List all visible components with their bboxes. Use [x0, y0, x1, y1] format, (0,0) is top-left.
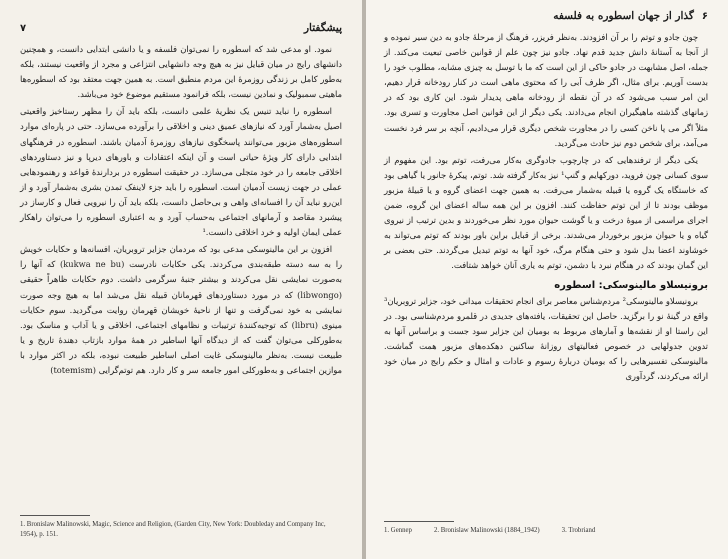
left-paragraph: نمود. او مدعی شد که اسطوره را نمی‌توان فلسفه و یا دانشی ابتدایی دانست، و همچنین دانشهای رایج در میان قبایل نیز به هیچ وجه دانشهایی انتزاعی و مجرد از واقعیت نیستند، بلکه به‌طور کامل بر زندگی روزمرهٔ این مردم منطبق است. به همین جهت معتقد بود که اسطوره‌ها ماهیتی سمبولیک و نمادین نیست، بلکه فرانمود مستقیم موضوع خود می‌باشد. [20, 44, 342, 100]
section-heading: برونیسلاو مالینوسکی: اسطوره [554, 279, 708, 291]
right-paragraph: چون جادو و توتم را بر آن افزودند. به‌نظر فریزر، فرهنگ از مرحلهٔ جادو به دین سیر نموده و از آنجا به آستانهٔ دانش جدید قدم نهاد. جادو نیز چون علم از قوانین خاصی تبعیت می‌کند. از جمله، اصل مشابهت در جادو حاکی از این است که ما با توسل به چیزی مشابه، مطلوب خود را بدست آوریم. برای مثال، اگر ظرف آبی را که محتوی ماهی است در کنار رودخانه قرار دهیم، این امر سبب می‌شود که در آن نقطه از رودخانه ماهی پدیدار شود. این کاری بود که در زمانهای گذشته ماهیگیران انجام می‌دادند. یکی دیگر از این قوانین اصل مجاورت و تسری بود. مثلاً اگر می پا ناخن کسی را در مجاورت شخص دیگری قرار می‌دادیم، آنچه بر سر فرد نخست می‌آمد، برای شخص دوم نیز حادث می‌گردید. [384, 32, 708, 148]
left-body-text [20, 42, 342, 378]
footnote: 2. Bronislaw Malinowski (1884_1942) [433, 527, 540, 534]
right-body-text [384, 30, 708, 274]
left-footnotes [20, 509, 342, 540]
left-running-title: پیشگفتار [303, 22, 342, 34]
left-page [0, 0, 362, 559]
left-running-head [20, 22, 342, 34]
right-section-body [384, 294, 708, 385]
left-paragraph: افزون بر این مالینوسکی مدعی بود که مردمان جزایر تروبریان، افسانه‌ها و حکایات خویش را به سه دسته طبقه‌بندی می‌کردند. یکی حکایات نادرست (kukwa ne bu) که آنها را به‌صورت نمایشی نقل می‌کردند و بیشتر جنبهٔ سرگرمی داشت. دوم حکایات ظاهراً حقیقی (libwongo) که در مورد دستاوردهای قهرمانان قبیله نقل می‌شد اما به هیچ وجه صورت نمایشی به خود نمی‌گرفت و تنها از ناحیهٔ خویشان قهرمان روایت می‌گردید. سوم حکایات مینوی (libru) که توجیه‌کنندهٔ ترتیبات و نظامهای اجتماعی، اخلاقی و یا آداب و مناسک بود. به‌طورکلی می‌توان گفت که از دیدگاه آنها اساطیر در همهٔ موارد بازتاب دهندهٔ تاریخ و یا طبیعت نیست. به‌نظر مالینوسکی غایت اصلی اساطیر طبیعت نبوده، بلکه در اکثر موارد با موازین اجتماعی و به‌طورکلی امور جامعه سر و کار دارد. هم توتم‌گرایی (totemism) [20, 244, 343, 375]
right-paragraph: برونیسلاو مالینوسکی² مردم‌شناس معاصر برای انجام تحقیقات میدانی خود، جزایر تروبریان³ واقع در گینهٔ نو را برگزید. حاصل این تحقیقات، یافته‌های جدیدی در قلمرو مردم‌شناسی بود. در این راستا او از نقشه‌ها و آمارهای مربوط به بومیان این جزایر سود جست و براساس آنها به تدوین جدولهایی در خصوص فعالیتهای روزانهٔ ساکنین دهکده‌های مزبور همت گماشت. مالینوسکی تفسیرهایی را که بومیان دربارهٔ رسوم و عادات و امثال و حکم رایج در میان خود ارائه می‌کردند، گردآوری [384, 295, 708, 381]
right-paragraph: یکی دیگر از ترفندهایی که در چارچوب جادوگری به‌کار می‌رفت، توتم بود. این مفهوم از سوی کسانی چون فروید، دورکهایم و گنپ¹ نیز به‌کار گرفته شد. توتم، پیکرهٔ جانور یا گیاهی بود که خاستگاه یک گروه یا قبیله به‌شمار می‌رفت. به همین جهت اعضای گروه و یا قبیلهٔ مزبور موظف بودند تا از این توتم حفاظت کنند. افزون بر این همه ساله اعضای این گروه، ضمن اجرای مراسمی از میوهٔ درخت و یا گوشت حیوان مورد نظر می‌خوردند و بدین ترتیب از نیروی گیاه و یا حیوان مزبور برخوردار می‌شدند. برخی از قبایل براین باور بودند که توتم می‌تواند به خوشاوند اعضا بدل شود و حتی هنگام مرگ، خود آنها به توتم تبدیل می‌گردند. حتی بعضی بر این گمان بودند که در هنگام نبرد با دشمن، توتم به یاری آنان خواهد شتافت. [384, 154, 708, 271]
footnote: 1. Gennep [384, 527, 412, 534]
footnote-rule [20, 515, 90, 516]
right-footnotes [384, 515, 708, 536]
right-running-head [384, 10, 708, 22]
left-paragraph: اسطوره را نباید تنیس یک نظریهٔ علمی دانست، بلکه باید آن را مظهر رستاخیز واقعیتی اصیل به‌شمار آورد که نیازهای عمیق دینی و اخلاقی را برآورده می‌سازد. حتی در پاره‌ای موارد اسطوره‌های مزبور می‌توانند پاسخگوی نیازهای روزمرهٔ آدمیان باشند. اسطوره در فرهنگهای ابتدایی دارای کار ویژهٔ حیاتی است و آن اینکه اعتقادات و باورهای دیرپا و نیز دستاوردهای اخلاقی جامعه را در خود متجلی می‌سازد. در حقیقت اسطوره در بردارندهٔ قواعد و رهنمودهایی عملی در جهت زیست آدمیان است. اسطوره را باید جزء لاینفک تمدن بشری به‌شمار آورد و از این‌رو نباید آن را افسانه‌ای واهی و بی‌حاصل دانست، بلکه باید آن را نیرویی فعال و کارساز در پیشبرد مقاصد و آرمانهای اجتماعی به‌حساب آورد و به اعتباری اسطوره را می‌توان راهکار عملی ایمان اولیه و خرد اخلاقی دانست.¹ [20, 106, 342, 238]
right-running-title: گذار از جهان اسطوره به فلسفه [553, 10, 694, 22]
footnote-rule [384, 521, 454, 522]
footnote: 1. Bronislaw Malinowski, Magic, Science and Religion, (Garden City, New York: Doubleday and Company Inc, 1954), p. 151. [20, 521, 326, 538]
left-page-number: ۷ [20, 23, 27, 34]
right-page [366, 0, 728, 559]
right-page-number: ۶ [701, 11, 708, 22]
footnote: 3. Trobriand [561, 527, 596, 534]
